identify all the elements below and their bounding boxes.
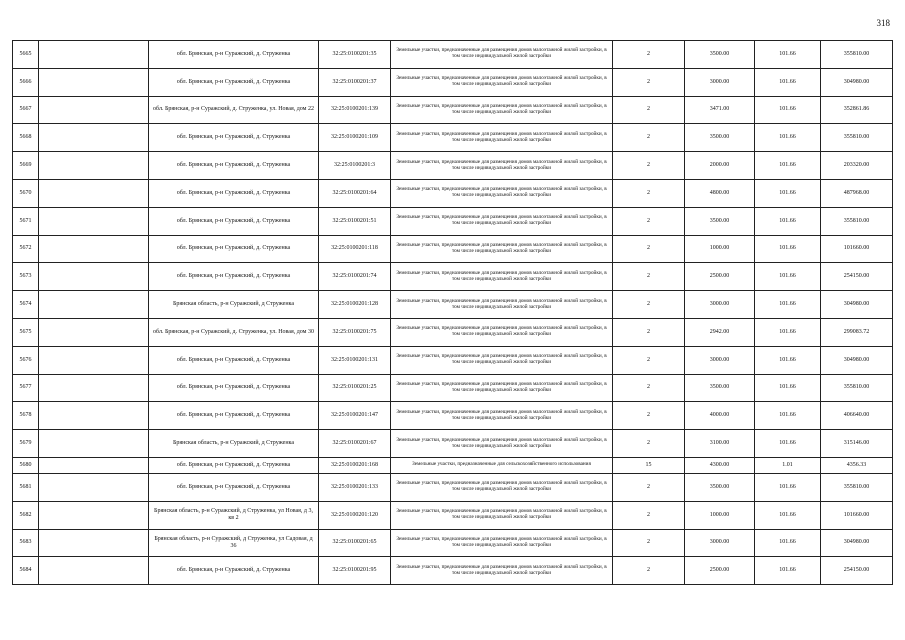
permitted-use-cell: Земельные участки, предназначенные для размещения домов малоэтажной жилой застройки, в том числе индивидуальной жилой застройки [391, 374, 613, 402]
cadastral-number-cell: 32:25:0100201:74 [319, 263, 391, 291]
row-number: 5677 [13, 374, 39, 402]
cadastral-value-cell: 355810.00 [821, 374, 893, 402]
address-cell: обл. Брянская, р-н Суражский, д. Струженка, ул. Новая, дом 22 [149, 96, 319, 124]
area-cell: 3100.00 [685, 430, 755, 458]
table-row [13, 41, 893, 69]
group-cell: 2 [613, 235, 685, 263]
row-number: 5667 [13, 96, 39, 124]
address-cell: обл. Брянская, р-н Суражский, д. Струженка [149, 68, 319, 96]
group-cell: 2 [613, 124, 685, 152]
permitted-use-cell: Земельные участки, предназначенные для размещения домов малоэтажной жилой застройки, в том числе индивидуальной жилой застройки [391, 68, 613, 96]
specific-value-cell: 101.66 [755, 41, 821, 69]
blank-cell [39, 501, 149, 529]
permitted-use-cell: Земельные участки, предназначенные для размещения домов малоэтажной жилой застройки, в том числе индивидуальной жилой застройки [391, 318, 613, 346]
area-cell: 3500.00 [685, 207, 755, 235]
address-cell: обл. Брянская, р-н Суражский, д. Струженка [149, 457, 319, 473]
address-cell: обл. Брянская, р-н Суражский, д. Струженка [149, 346, 319, 374]
land-registry-table [12, 40, 893, 585]
row-number: 5683 [13, 529, 39, 557]
group-cell: 2 [613, 318, 685, 346]
specific-value-cell: 101.66 [755, 207, 821, 235]
cadastral-value-cell: 101660.00 [821, 501, 893, 529]
cadastral-number-cell: 32:25:0100201:168 [319, 457, 391, 473]
row-number: 5669 [13, 152, 39, 180]
table-row [13, 124, 893, 152]
blank-cell [39, 374, 149, 402]
group-cell: 2 [613, 473, 685, 501]
table-row [13, 207, 893, 235]
row-number: 5682 [13, 501, 39, 529]
group-cell: 2 [613, 402, 685, 430]
cadastral-value-cell: 254150.00 [821, 263, 893, 291]
row-number: 5665 [13, 41, 39, 69]
group-cell: 2 [613, 430, 685, 458]
cadastral-number-cell: 32:25:0100201:147 [319, 402, 391, 430]
permitted-use-cell: Земельные участки, предназначенные для размещения домов малоэтажной жилой застройки, в том числе индивидуальной жилой застройки [391, 473, 613, 501]
cadastral-value-cell: 315146.00 [821, 430, 893, 458]
blank-cell [39, 179, 149, 207]
row-number: 5679 [13, 430, 39, 458]
blank-cell [39, 152, 149, 180]
row-number: 5666 [13, 68, 39, 96]
cadastral-value-cell: 299083.72 [821, 318, 893, 346]
address-cell: обл. Брянская, р-н Суражский, д. Струженка, ул. Новая, дом 30 [149, 318, 319, 346]
group-cell: 2 [613, 374, 685, 402]
area-cell: 4800.00 [685, 179, 755, 207]
specific-value-cell: 1.01 [755, 457, 821, 473]
cadastral-number-cell: 32:25:0100201:67 [319, 430, 391, 458]
row-number: 5676 [13, 346, 39, 374]
area-cell: 2000.00 [685, 152, 755, 180]
area-cell: 4000.00 [685, 402, 755, 430]
group-cell: 2 [613, 68, 685, 96]
row-number: 5681 [13, 473, 39, 501]
specific-value-cell: 101.66 [755, 501, 821, 529]
address-cell: обл. Брянская, р-н Суражский, д. Струженка [149, 235, 319, 263]
address-cell: обл. Брянская, р-н Суражский, д. Струженка [149, 207, 319, 235]
group-cell: 2 [613, 529, 685, 557]
blank-cell [39, 346, 149, 374]
row-number: 5671 [13, 207, 39, 235]
area-cell: 3000.00 [685, 68, 755, 96]
area-cell: 2942.00 [685, 318, 755, 346]
cadastral-number-cell: 32:25:0100201:139 [319, 96, 391, 124]
permitted-use-cell: Земельные участки, предназначенные для размещения домов малоэтажной жилой застройки, в том числе индивидуальной жилой застройки [391, 96, 613, 124]
group-cell: 2 [613, 263, 685, 291]
table-row [13, 263, 893, 291]
specific-value-cell: 101.66 [755, 235, 821, 263]
area-cell: 3000.00 [685, 291, 755, 319]
permitted-use-cell: Земельные участки, предназначенные для размещения домов малоэтажной жилой застройки, в том числе индивидуальной жилой застройки [391, 124, 613, 152]
cadastral-value-cell: 254150.00 [821, 557, 893, 585]
specific-value-cell: 101.66 [755, 68, 821, 96]
row-number: 5673 [13, 263, 39, 291]
cadastral-number-cell: 32:25:0100201:51 [319, 207, 391, 235]
specific-value-cell: 101.66 [755, 430, 821, 458]
area-cell: 3500.00 [685, 374, 755, 402]
area-cell: 3500.00 [685, 124, 755, 152]
specific-value-cell: 101.66 [755, 96, 821, 124]
cadastral-value-cell: 352861.86 [821, 96, 893, 124]
specific-value-cell: 101.66 [755, 374, 821, 402]
address-cell: Брянская область, р-н Суражский, д Струженка [149, 291, 319, 319]
area-cell: 3500.00 [685, 41, 755, 69]
cadastral-value-cell: 406640.00 [821, 402, 893, 430]
group-cell: 2 [613, 207, 685, 235]
table-row [13, 235, 893, 263]
cadastral-number-cell: 32:25:0100201:118 [319, 235, 391, 263]
address-cell: обл. Брянская, р-н Суражский, д. Струженка [149, 152, 319, 180]
cadastral-number-cell: 32:25:0100201:25 [319, 374, 391, 402]
permitted-use-cell: Земельные участки, предназначенные для размещения домов малоэтажной жилой застройки, в том числе индивидуальной жилой застройки [391, 430, 613, 458]
area-cell: 2500.00 [685, 263, 755, 291]
group-cell: 2 [613, 152, 685, 180]
cadastral-number-cell: 32:25:0100201:3 [319, 152, 391, 180]
cadastral-value-cell: 203320.00 [821, 152, 893, 180]
permitted-use-cell: Земельные участки, предназначенные для размещения домов малоэтажной жилой застройки, в том числе индивидуальной жилой застройки [391, 402, 613, 430]
table-row [13, 68, 893, 96]
cadastral-value-cell: 355810.00 [821, 41, 893, 69]
cadastral-number-cell: 32:25:0100201:120 [319, 501, 391, 529]
row-number: 5678 [13, 402, 39, 430]
specific-value-cell: 101.66 [755, 402, 821, 430]
cadastral-number-cell: 32:25:0100201:128 [319, 291, 391, 319]
permitted-use-cell: Земельные участки, предназначенные для размещения домов малоэтажной жилой застройки, в том числе индивидуальной жилой застройки [391, 207, 613, 235]
blank-cell [39, 402, 149, 430]
cadastral-number-cell: 32:25:0100201:131 [319, 346, 391, 374]
table-row [13, 318, 893, 346]
specific-value-cell: 101.66 [755, 179, 821, 207]
permitted-use-cell: Земельные участки, предназначенные для размещения домов малоэтажной жилой застройки, в том числе индивидуальной жилой застройки [391, 291, 613, 319]
specific-value-cell: 101.66 [755, 291, 821, 319]
cadastral-number-cell: 32:25:0100201:37 [319, 68, 391, 96]
group-cell: 2 [613, 41, 685, 69]
group-cell: 2 [613, 291, 685, 319]
permitted-use-cell: Земельные участки, предназначенные для размещения домов малоэтажной жилой застройки, в том числе индивидуальной жилой застройки [391, 179, 613, 207]
table-row [13, 96, 893, 124]
address-cell: обл. Брянская, р-н Суражский, д. Струженка [149, 402, 319, 430]
blank-cell [39, 529, 149, 557]
blank-cell [39, 291, 149, 319]
area-cell: 3471.00 [685, 96, 755, 124]
cadastral-number-cell: 32:25:0100201:65 [319, 529, 391, 557]
cadastral-value-cell: 304980.00 [821, 529, 893, 557]
permitted-use-cell: Земельные участки, предназначенные для размещения домов малоэтажной жилой застройки, в том числе индивидуальной жилой застройки [391, 346, 613, 374]
cadastral-value-cell: 304980.00 [821, 68, 893, 96]
cadastral-value-cell: 487968.00 [821, 179, 893, 207]
permitted-use-cell: Земельные участки, предназначенные для размещения домов малоэтажной жилой застройки, в том числе индивидуальной жилой застройки [391, 557, 613, 585]
address-cell: обл. Брянская, р-н Суражский, д. Струженка [149, 374, 319, 402]
blank-cell [39, 68, 149, 96]
area-cell: 3000.00 [685, 346, 755, 374]
address-cell: обл. Брянская, р-н Суражский, д. Струженка [149, 263, 319, 291]
permitted-use-cell: Земельные участки, предназначенные для размещения домов малоэтажной жилой застройки, в том числе индивидуальной жилой застройки [391, 235, 613, 263]
group-cell: 2 [613, 346, 685, 374]
blank-cell [39, 207, 149, 235]
table-row [13, 179, 893, 207]
specific-value-cell: 101.66 [755, 557, 821, 585]
cadastral-number-cell: 32:25:0100201:64 [319, 179, 391, 207]
row-number: 5675 [13, 318, 39, 346]
blank-cell [39, 96, 149, 124]
area-cell: 3500.00 [685, 473, 755, 501]
group-cell: 2 [613, 557, 685, 585]
row-number: 5680 [13, 457, 39, 473]
specific-value-cell: 101.66 [755, 318, 821, 346]
blank-cell [39, 263, 149, 291]
cadastral-number-cell: 32:25:0100201:109 [319, 124, 391, 152]
blank-cell [39, 473, 149, 501]
table-row [13, 457, 893, 473]
area-cell: 3000.00 [685, 529, 755, 557]
blank-cell [39, 430, 149, 458]
address-cell: обл. Брянская, р-н Суражский, д. Струженка [149, 124, 319, 152]
cadastral-value-cell: 101660.00 [821, 235, 893, 263]
permitted-use-cell: Земельные участки, предназначенные для размещения домов малоэтажной жилой застройки, в том числе индивидуальной жилой застройки [391, 501, 613, 529]
table-row [13, 557, 893, 585]
table-body [13, 41, 893, 585]
blank-cell [39, 557, 149, 585]
row-number: 5668 [13, 124, 39, 152]
area-cell: 1000.00 [685, 501, 755, 529]
area-cell: 2500.00 [685, 557, 755, 585]
specific-value-cell: 101.66 [755, 152, 821, 180]
table-row [13, 346, 893, 374]
table-row [13, 529, 893, 557]
group-cell: 2 [613, 501, 685, 529]
cadastral-value-cell: 355810.00 [821, 124, 893, 152]
group-cell: 15 [613, 457, 685, 473]
specific-value-cell: 101.66 [755, 473, 821, 501]
row-number: 5672 [13, 235, 39, 263]
table-row [13, 152, 893, 180]
cadastral-value-cell: 355810.00 [821, 473, 893, 501]
group-cell: 2 [613, 96, 685, 124]
cadastral-number-cell: 32:25:0100201:75 [319, 318, 391, 346]
cadastral-number-cell: 32:25:0100201:95 [319, 557, 391, 585]
permitted-use-cell: Земельные участки, предназначенные для размещения домов малоэтажной жилой застройки, в том числе индивидуальной жилой застройки [391, 152, 613, 180]
table-row [13, 402, 893, 430]
permitted-use-cell: Земельные участки, предназначенные для размещения домов малоэтажной жилой застройки, в том числе индивидуальной жилой застройки [391, 263, 613, 291]
table-row [13, 473, 893, 501]
address-cell: обл. Брянская, р-н Суражский, д. Струженка [149, 179, 319, 207]
address-cell: обл. Брянская, р-н Суражский, д. Струженка [149, 473, 319, 501]
table-row [13, 291, 893, 319]
permitted-use-cell: Земельные участки, предназначенные для размещения домов малоэтажной жилой застройки, в том числе индивидуальной жилой застройки [391, 529, 613, 557]
table-row [13, 374, 893, 402]
specific-value-cell: 101.66 [755, 124, 821, 152]
blank-cell [39, 235, 149, 263]
group-cell: 2 [613, 179, 685, 207]
address-cell: Брянская область, р-н Суражский, д Струженка, ул Новая, д 3, кв 2 [149, 501, 319, 529]
address-cell: обл. Брянская, р-н Суражский, д. Струженка [149, 557, 319, 585]
permitted-use-cell: Земельные участки, предназначенные для размещения домов малоэтажной жилой застройки, в том числе индивидуальной жилой застройки [391, 41, 613, 69]
specific-value-cell: 101.66 [755, 529, 821, 557]
cadastral-value-cell: 355810.00 [821, 207, 893, 235]
permitted-use-cell: Земельные участки, предназначенные для сельскохозяйственного использования [391, 457, 613, 473]
table-row [13, 501, 893, 529]
area-cell: 4300.00 [685, 457, 755, 473]
specific-value-cell: 101.66 [755, 346, 821, 374]
specific-value-cell: 101.66 [755, 263, 821, 291]
blank-cell [39, 318, 149, 346]
blank-cell [39, 457, 149, 473]
row-number: 5670 [13, 179, 39, 207]
cadastral-value-cell: 304980.00 [821, 346, 893, 374]
cadastral-value-cell: 4356.33 [821, 457, 893, 473]
table-row [13, 430, 893, 458]
cadastral-value-cell: 304980.00 [821, 291, 893, 319]
blank-cell [39, 41, 149, 69]
address-cell: Брянская область, р-н Суражский, д Струженка [149, 430, 319, 458]
row-number: 5674 [13, 291, 39, 319]
row-number: 5684 [13, 557, 39, 585]
cadastral-number-cell: 32:25:0100201:35 [319, 41, 391, 69]
address-cell: обл. Брянская, р-н Суражский, д. Струженка [149, 41, 319, 69]
area-cell: 1000.00 [685, 235, 755, 263]
blank-cell [39, 124, 149, 152]
address-cell: Брянская область, р-н Суражский, д Струженка, ул Садовая, д 36 [149, 529, 319, 557]
cadastral-number-cell: 32:25:0100201:133 [319, 473, 391, 501]
page-number: 318 [876, 18, 890, 28]
